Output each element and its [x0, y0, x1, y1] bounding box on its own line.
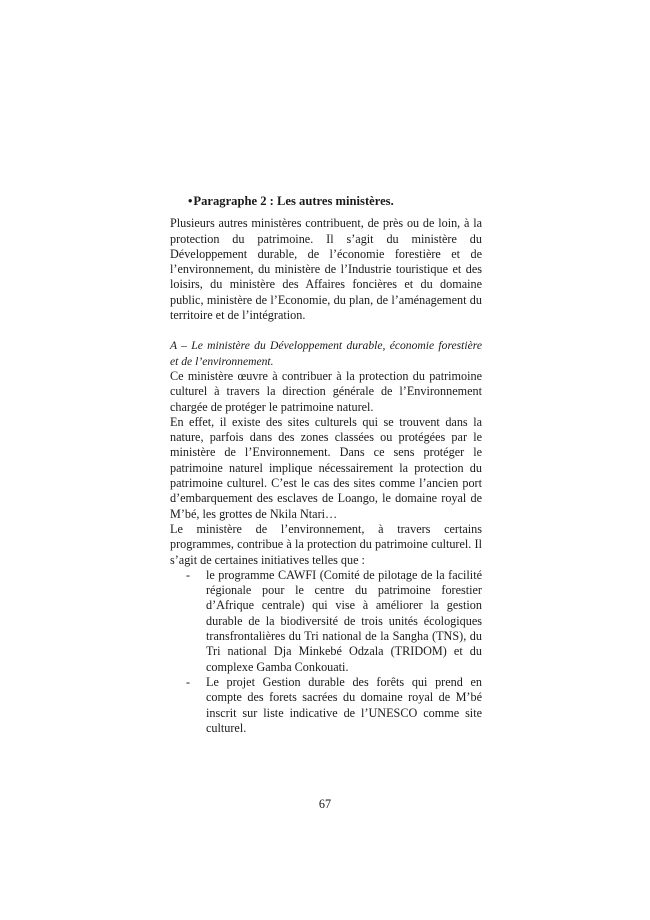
section-heading-text: Paragraphe 2 : Les autres ministères.: [193, 194, 394, 208]
initiatives-list: [170, 568, 482, 736]
intro-paragraph: Plusieurs autres ministères contribuent, de près ou de loin, à la protection du patrimoine. Il s’agit du ministère du Développement durable, de l’économie forestière et de l’environnement, du ministère de l’Industrie touristique et des loisirs, du ministère des Affaires foncières et du domaine public, ministère de l’Economie, du plan, de l’aménagement du territoire et de l’intégration.: [170, 216, 482, 323]
dash-icon: -: [186, 567, 191, 582]
bullet-icon: •: [188, 194, 193, 208]
paragraph-2: En effet, il existe des sites culturels qui se trouvent dans la nature, parfois dans des zones classées ou protégées par le ministère de l’Environnement. Dans ce sens protéger le patrimoine naturel implique nécessairement la protection du patrimoine culturel. C’est le cas des sites comme l’ancien port d’embarquement des esclaves de Loango, le domaine royal de M’bé, les grottes de Nkila Ntari…: [170, 414, 482, 521]
paragraph-3: Le ministère de l’environnement, à travers certains programmes, contribue à la protection du patrimoine culturel. Il s’agit de certaines initiatives telles que :: [170, 521, 482, 567]
section-heading: [188, 194, 482, 209]
list-item-text: le programme CAWFI (Comité de pilotage de la facilité régionale pour le centre du patrimoine forestier d’Afrique centrale) qui vise à améliorer la gestion durable de la biodiversité de trois unités écologiques transfrontalières du Tri national de la Sangha (TNS), du Tri national Dja Minkebé Odzala (TRIDOM) et du complexe Gamba Conkouati.: [206, 567, 482, 674]
paragraph-gap: [170, 323, 482, 338]
list-item-text: Le projet Gestion durable des forêts qui prend en compte des forets sacrées du domaine royal de M’bé inscrit sur liste indicative de l’UNESCO comme site culturel.: [206, 674, 482, 735]
paragraph-1: Ce ministère œuvre à contribuer à la protection du patrimoine culturel à travers la direction générale de l’Environnement chargée de protéger le patrimoine naturel.: [170, 368, 482, 414]
page-number: 67: [318, 797, 332, 811]
body-text: [170, 194, 482, 736]
list-item: [170, 568, 482, 675]
list-item: [170, 675, 482, 736]
subsection-title: A – Le ministère du Développement durable, économie forestière et de l’environnement.: [170, 339, 482, 368]
dash-icon: -: [186, 674, 191, 689]
